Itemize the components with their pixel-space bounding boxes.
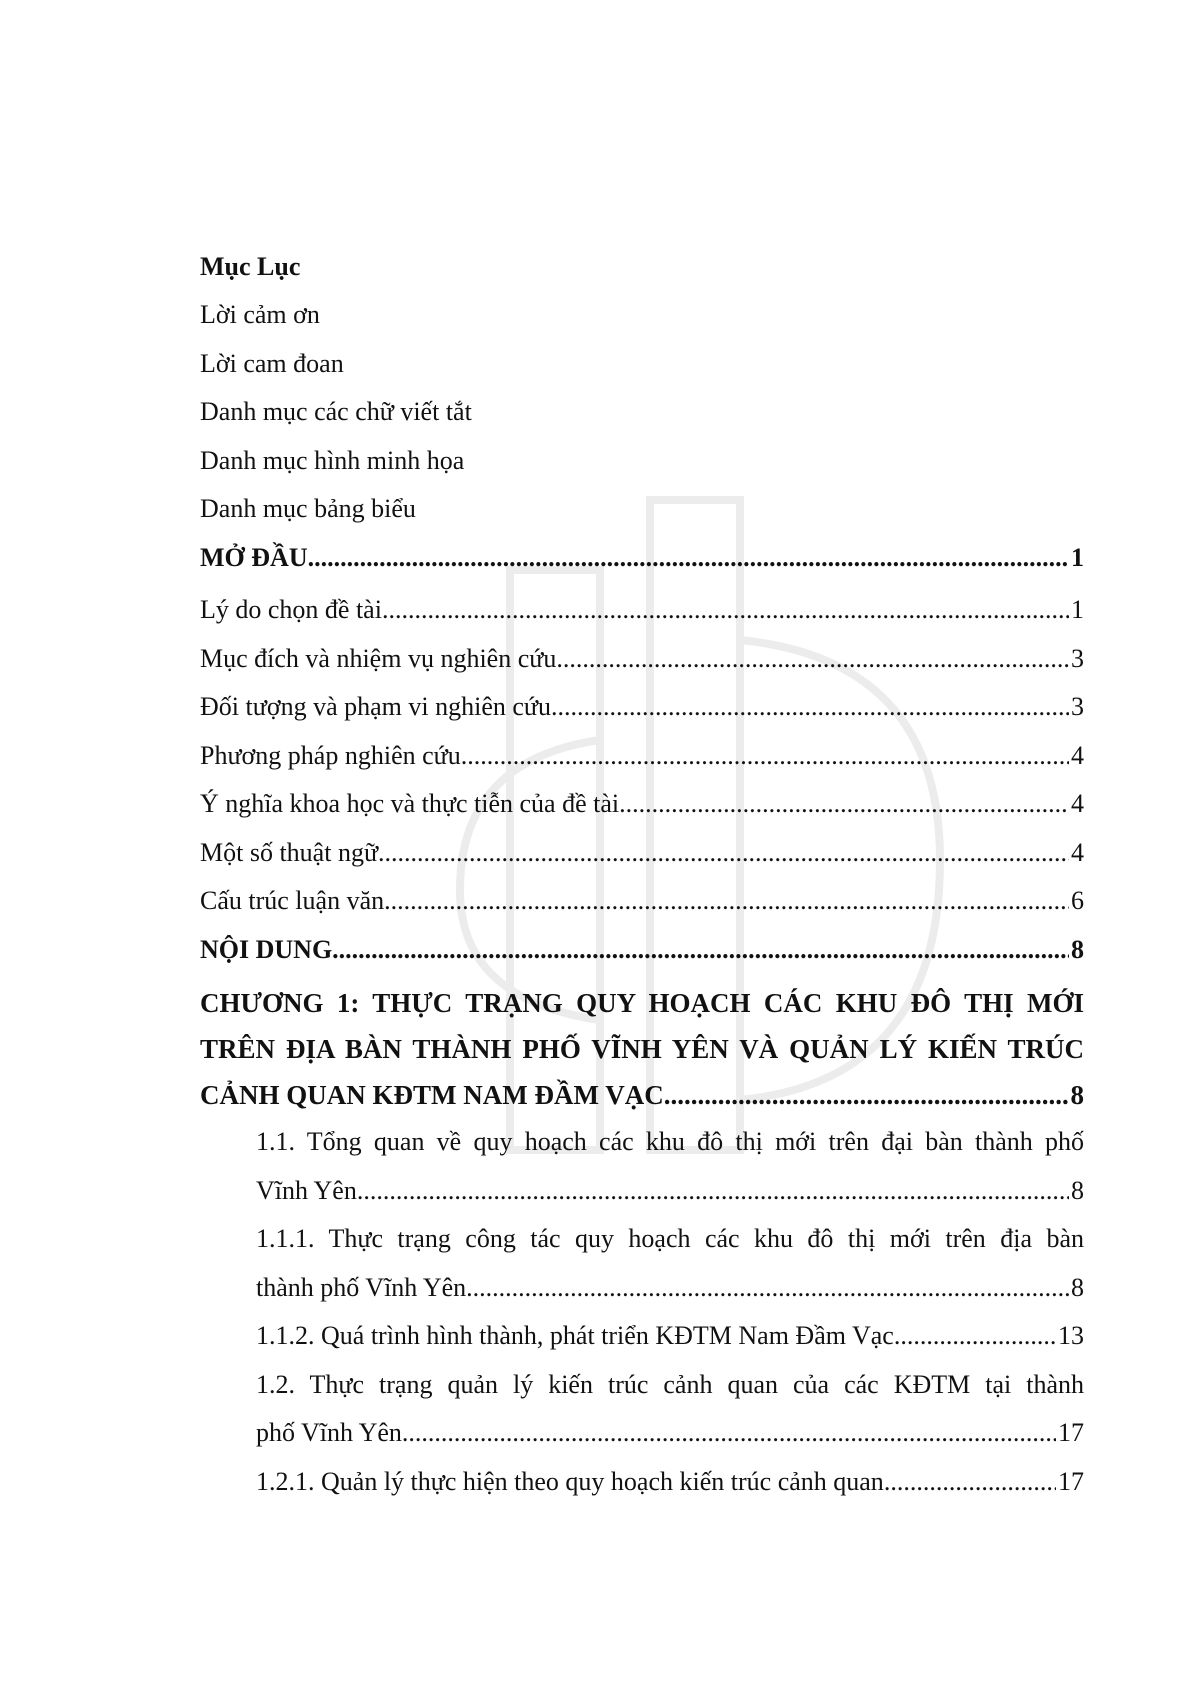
toc-entry-1-1-2 xyxy=(200,1312,1084,1361)
chapter-title-line-3 xyxy=(200,1072,1084,1118)
toc-entry-label: phố Vĩnh Yên xyxy=(256,1418,402,1447)
toc-entry-intro-5 xyxy=(200,780,1084,829)
toc-entry-noi-dung xyxy=(200,926,1084,975)
toc-entry-label: Lý do chọn đề tài xyxy=(200,595,382,624)
toc-page-number: 8 xyxy=(1071,1272,1084,1302)
toc-entry-acknowledgements: Lời cảm ơn xyxy=(200,300,320,329)
toc-entry-label: 1.2.1. Quản lý thực hiện theo quy hoạch kiến trúc cảnh quan xyxy=(256,1466,884,1496)
dot-leader xyxy=(402,1409,1056,1458)
dot-leader xyxy=(308,534,1069,583)
toc-page-number: 17 xyxy=(1058,1466,1084,1496)
toc-page-number: 17 xyxy=(1058,1418,1084,1447)
toc-entry-line: 1.1. Tổng quan về quy hoạch các khu đô thị mới trên đại bàn thành phố xyxy=(256,1127,1084,1156)
toc-entry-label: NỘI DUNG xyxy=(200,934,333,964)
toc-page-number: 1 xyxy=(1071,595,1084,624)
dot-leader xyxy=(551,683,1069,732)
dot-leader xyxy=(357,1167,1069,1216)
dot-leader xyxy=(384,877,1069,926)
toc-entry-abbreviations: Danh mục các chữ viết tắt xyxy=(200,397,472,426)
toc-entry-1-2 xyxy=(200,1361,1084,1458)
toc-entry-line: 1.2. Thực trạng quản lý kiến trúc cảnh quan của các KĐTM tại thành xyxy=(256,1369,1084,1399)
toc-page-number: 4 xyxy=(1071,789,1084,818)
table-of-contents xyxy=(200,243,1084,1506)
toc-page-number: 8 xyxy=(1071,1175,1084,1205)
toc-entry-label: thành phố Vĩnh Yên xyxy=(256,1272,467,1302)
toc-page-number: 1 xyxy=(1071,542,1084,572)
toc-entry-intro-6 xyxy=(200,829,1084,878)
toc-entry-intro-2 xyxy=(200,635,1084,684)
toc-entry-label: CẢNH QUAN KĐTM NAM ĐẦM VẠC xyxy=(200,1080,664,1110)
toc-entry-intro-7 xyxy=(200,877,1084,926)
toc-page-number: 4 xyxy=(1071,740,1084,770)
dot-leader xyxy=(884,1458,1056,1507)
chapter-title-line-1: CHƯƠNG 1: THỰC TRẠNG QUY HOẠCH CÁC KHU ĐÔ THỊ MỚI xyxy=(200,988,1084,1018)
dot-leader xyxy=(664,1072,1069,1118)
toc-page-number: 13 xyxy=(1058,1321,1084,1350)
toc-entry-label: Đối tượng và phạm vi nghiên cứu xyxy=(200,692,551,721)
dot-leader xyxy=(619,780,1069,829)
toc-entry-label: Vĩnh Yên xyxy=(256,1175,357,1205)
toc-page-number: 8 xyxy=(1071,934,1084,964)
toc-entry-1-1-1 xyxy=(200,1215,1084,1312)
toc-entry-1-1 xyxy=(200,1118,1084,1215)
toc-entry-label: Mục đích và nhiệm vụ nghiên cứu xyxy=(200,643,557,673)
dot-leader xyxy=(466,1264,1069,1313)
toc-title: Mục Lục xyxy=(200,252,301,281)
toc-entry-line xyxy=(256,1167,1084,1216)
toc-entry-declaration: Lời cam đoan xyxy=(200,348,344,378)
dot-leader xyxy=(556,635,1069,684)
toc-entry-label: Cấu trúc luận văn xyxy=(200,886,385,915)
dot-leader xyxy=(894,1312,1056,1361)
chapter-title-line-2: TRÊN ĐỊA BÀN THÀNH PHỐ VĨNH YÊN VÀ QUẢN LÝ KIẾN TRÚC xyxy=(200,1034,1084,1064)
toc-page-number: 6 xyxy=(1071,886,1084,915)
dot-leader xyxy=(332,926,1069,975)
toc-entry-line xyxy=(256,1409,1084,1458)
toc-entry-figures: Danh mục hình minh họa xyxy=(200,445,465,475)
toc-entry-intro-3 xyxy=(200,683,1084,732)
toc-page-number: 3 xyxy=(1071,692,1084,721)
toc-entry-tables: Danh mục bảng biểu xyxy=(200,494,416,523)
dot-leader xyxy=(378,829,1069,878)
toc-entry-label: 1.1.2. Quá trình hình thành, phát triển KĐTM Nam Đầm Vạc xyxy=(256,1321,894,1350)
toc-entry-label: Một số thuật ngữ xyxy=(200,837,379,867)
toc-entry-line xyxy=(256,1264,1084,1313)
toc-entry-chapter-1 xyxy=(200,980,1084,1118)
toc-page-number: 4 xyxy=(1071,837,1084,867)
toc-page-number: 3 xyxy=(1071,643,1084,673)
toc-entry-mo-dau xyxy=(200,534,1084,583)
toc-entry-intro-4 xyxy=(200,732,1084,781)
toc-entry-label: MỞ ĐẦU xyxy=(200,542,308,572)
toc-entry-label: Ý nghĩa khoa học và thực tiễn của đề tài xyxy=(200,789,620,818)
dot-leader xyxy=(461,732,1069,781)
toc-entry-1-2-1 xyxy=(200,1458,1084,1507)
toc-entry-label: Phương pháp nghiên cứu xyxy=(200,740,461,770)
toc-page-number: 8 xyxy=(1070,1080,1084,1110)
toc-entry-intro-1 xyxy=(200,586,1084,635)
dot-leader xyxy=(382,586,1069,635)
toc-entry-line: 1.1.1. Thực trạng công tác quy hoạch các khu đô thị mới trên địa bàn xyxy=(256,1224,1084,1253)
